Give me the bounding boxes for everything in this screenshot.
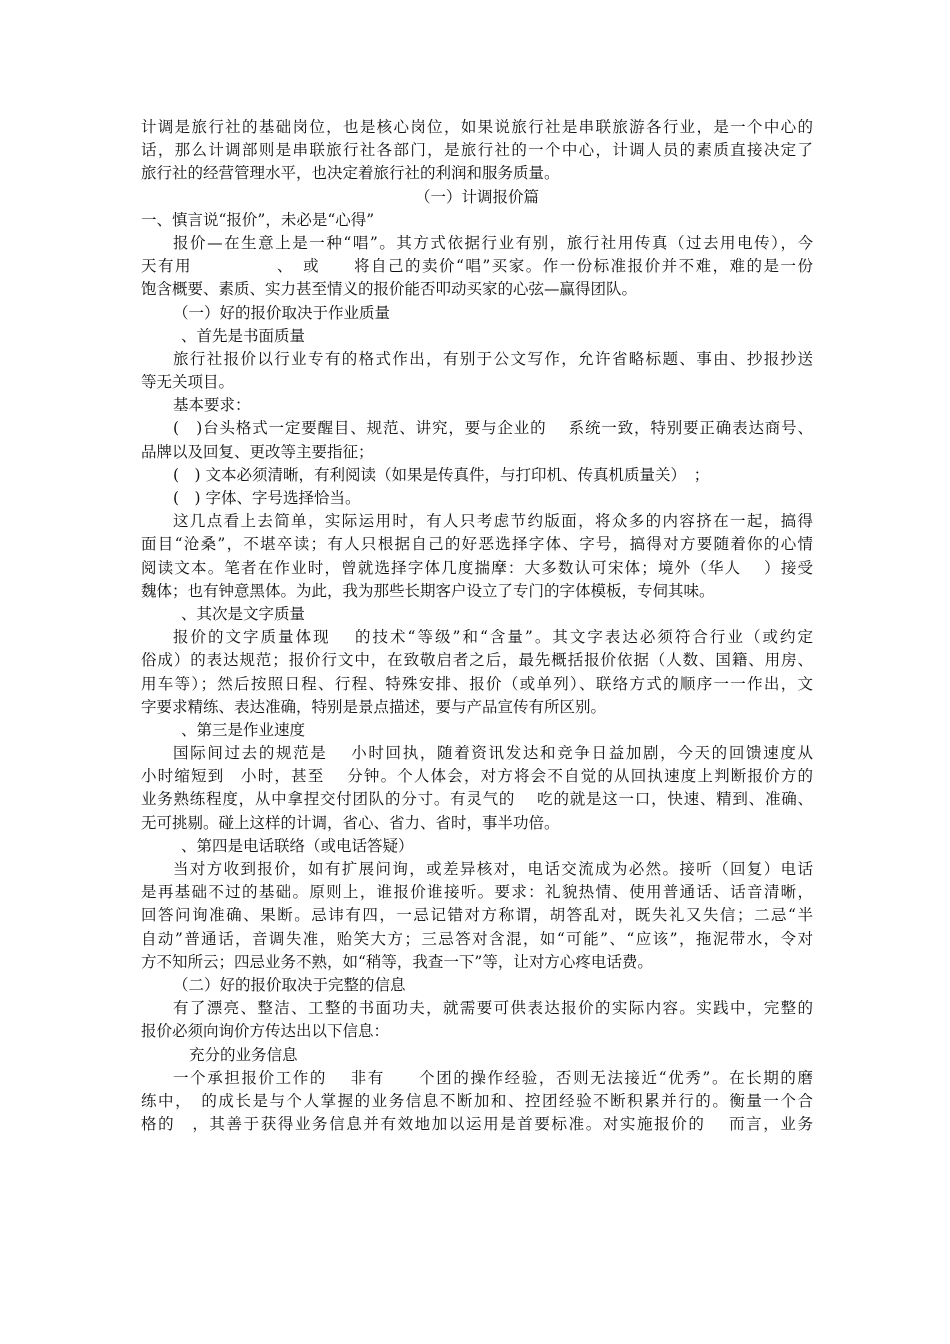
text-line: 有了漂亮、整洁、工整的书面功夫，就需要可供表达报价的实际内容。实践中，完整的: [173, 999, 813, 1018]
text-line: 回答问询准确、果断。忌讳有四，一忌记错对方称谓，胡答乱对，既失礼又失信；二忌“半: [141, 906, 813, 925]
text-line: 一、慎言说“报价”，未必是“心得”: [141, 210, 375, 229]
text-line: 面目“沧桑”，不堪卒读；有人只根据自己的好恶选择字体、字号，搞得对方要随着你的心情: [141, 535, 813, 554]
text-line: 报价必须向询价方传达出以下信息：: [141, 1022, 390, 1041]
text-line: 魏体；也有钟意黑体。为此，我为那些长期客户设立了专门的字体模板，专伺其味。: [141, 581, 715, 600]
text-line: 阅读文本。笔者在作业时，曾就选择字体几度揣摩：大多数认可宋体；境外（华人 ）接受: [141, 558, 813, 577]
text-line: 、首先是书面质量: [181, 326, 306, 345]
text-line: 一个承担报价工作的 非有 个团的操作经验，否则无法接近“优秀”。在长期的磨: [173, 1068, 813, 1087]
text-line: 是再基础不过的基础。原则上，谁报价谁接听。要求：礼貌热情、使用普通话、话音清晰，: [141, 883, 813, 902]
text-line: ( )台头格式一定要醒目、规范、讲究，要与企业的 系统一致，特别要正确表达商号、: [173, 419, 813, 438]
text-line: 计调是旅行社的基础岗位，也是核心岗位，如果说旅行社是串联旅游各行业，是一个中心的: [141, 118, 813, 136]
text-line: 话，那么计调部则是串联旅行社各部门，是旅行社的一个中心，计调人员的素质直接决定了: [141, 141, 813, 160]
document-body: [141, 116, 813, 1136]
text-line: 格的 ，其善于获得业务信息并有效地加以运用是首要标准。对实施报价的 而言，业务: [141, 1115, 813, 1134]
text-line: 天有用 、 或 将自己的卖价“唱”买家。作一份标准报价并不难，难的是一份: [141, 257, 813, 276]
text-line: 国际间过去的规范是 小时回执，随着资讯发达和竞争日益加剧，今天的回馈速度从: [173, 744, 813, 763]
text-line: 自动”普通话，音调失准，贻笑大方；三忌答对含混，如“可能”、“应该”，拖泥带水，令对: [141, 929, 813, 948]
text-line: （二）好的报价取决于完整的信息: [173, 975, 406, 994]
text-line: 用车等）；然后按照日程、行程、特殊安排、报价（或单列）、联络方式的顺序一一作出，文: [141, 674, 813, 693]
text-line: 无可挑剔。碰上这样的计调，省心、省力、省时，事半功倍。: [141, 813, 560, 832]
text-line: 这几点看上去简单，实际运用时，有人只考虑节约版面，将众多的内容挤在一起，搞得: [173, 512, 813, 531]
text-line: 、其次是文字质量: [181, 604, 306, 623]
text-line: 方不知所云；四忌业务不熟，如“稍等，我查一下”等，让对方心疼电话费。: [141, 952, 653, 971]
text-line: 俗成）的表达规范；报价行文中，在致敬启者之后，最先概括报价依据（人数、国籍、用房、: [141, 651, 813, 670]
text-line: ( ) 文本必须清晰，有利阅读（如果是传真件，与打印机、传真机质量关） ；: [173, 465, 710, 484]
text-line: 基本要求：: [173, 396, 251, 415]
text-line: 当对方收到报价，如有扩展问询，或差异核对，电话交流成为必然。接听（回复）电话: [173, 860, 813, 878]
text-line: 等无关项目。: [141, 373, 235, 392]
text-line: 旅行社的经营管理水平，也决定着旅行社的利润和服务质量。: [141, 164, 560, 183]
text-line: 业务熟练程度，从中拿捏交付团队的分寸。有灵气的 吃的就是这一口，快速、精到、准确、: [141, 790, 813, 809]
text-line: （一）好的报价取决于作业质量: [173, 303, 391, 322]
text-line: 充分的业务信息: [189, 1045, 298, 1064]
section-heading: （一）计调报价篇: [414, 187, 539, 206]
text-line: 报价的文字质量体现 的技术“等级”和“含量”。其文字表达必须符合行业（或约定: [173, 628, 813, 647]
text-line: 字要求精练、表达准确，特别是景点描述，要与产品宣传有所区别。: [141, 697, 607, 716]
text-line: 、第三是作业速度: [181, 720, 306, 739]
text-line: 报价—在生意上是一种“唱”。其方式依据行业有别，旅行社用传真（过去用电传），今: [173, 233, 813, 252]
text-line: 饱含概要、素质、实力甚至情义的报价能否叩动买家的心弦—赢得团队。: [141, 280, 638, 299]
text-line: ( ) 字体、字号选择恰当。: [173, 489, 361, 507]
text-line: 品牌以及回复、更改等主要指征；: [141, 442, 374, 461]
text-line: 、第四是电话联络（或电话答疑）: [181, 836, 414, 855]
text-line: 练中， 的成长是与个人掌握的业务信息不断加和、控团经验不断积累并行的。衡量一个合: [141, 1091, 813, 1110]
text-line: 小时缩短到 小时，甚至 分钟。个人体会，对方将会不自觉的从回执速度上判断报价方的: [141, 767, 813, 786]
text-line: 旅行社报价以行业专有的格式作出，有别于公文写作，允许省略标题、事由、抄报抄送: [173, 349, 813, 368]
